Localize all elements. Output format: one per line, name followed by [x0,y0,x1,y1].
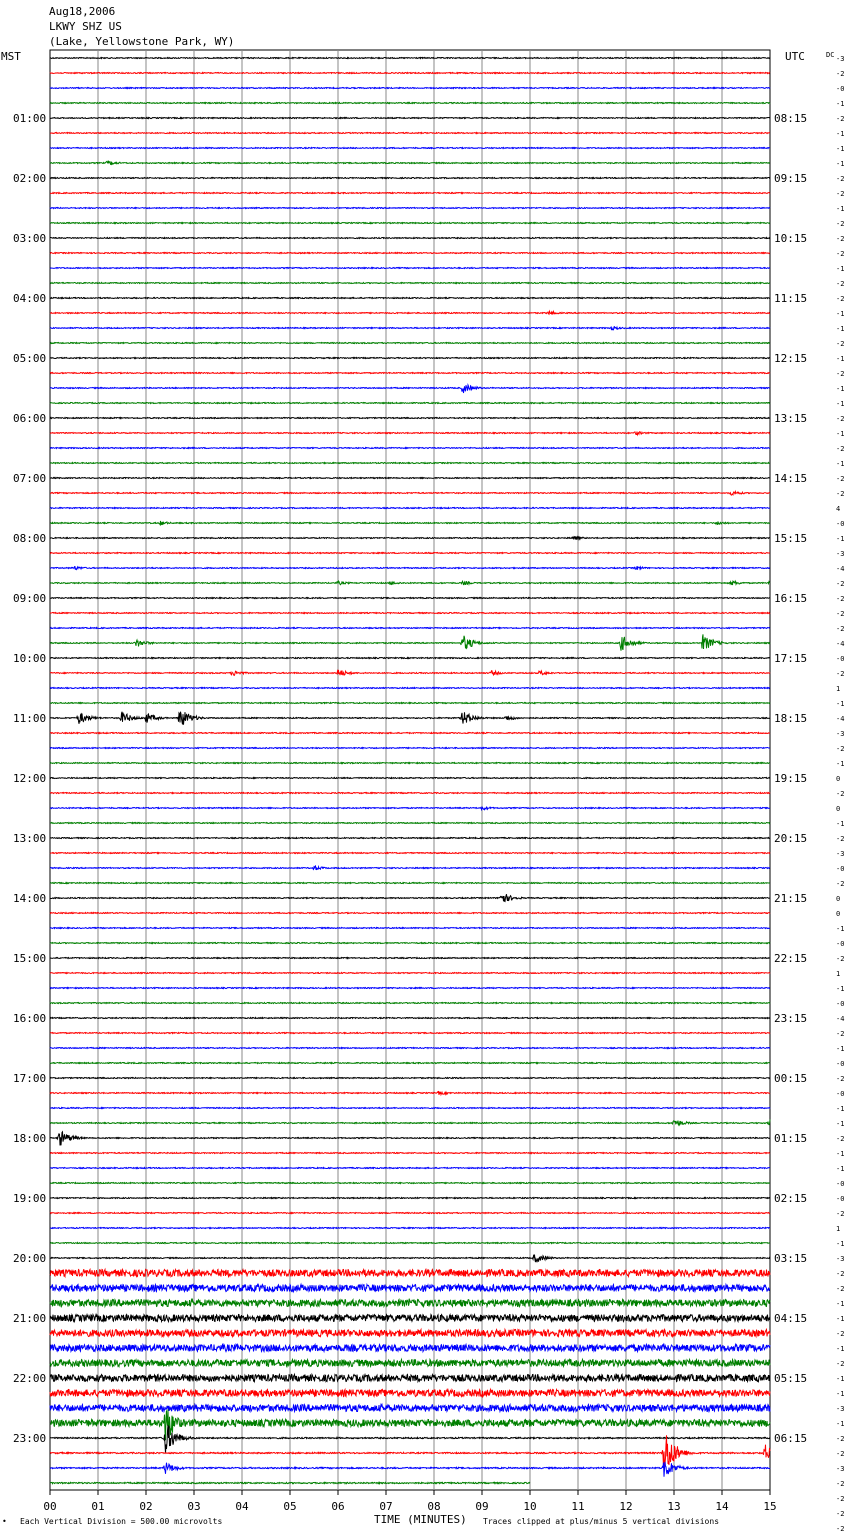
dc-offset-label: -3 [836,550,845,558]
hour-label-left: 23:00 [13,1432,47,1445]
trace-line [50,73,770,74]
dc-offset-label: -1 [836,385,845,393]
dc-offset-label: -1 [836,130,845,138]
hour-label-left: 05:00 [13,352,47,365]
trace-line [50,1390,770,1397]
trace-line [50,161,770,165]
trace-line [50,703,770,704]
trace-line [50,807,770,810]
x-tick-label: 03 [187,1500,201,1513]
dc-offset-label: -2 [836,610,845,618]
hour-label-right: 04:15 [774,1312,808,1325]
trace-line [50,712,770,725]
trace-line [50,1409,770,1440]
trace-line [50,958,770,959]
dc-offset-label: -1 [836,1045,845,1053]
dc-offset-label: -4 [836,565,845,573]
dc-offset-label: -2 [836,1495,845,1503]
dc-offset-label: -4 [836,715,845,723]
vertical-division-note: Each Vertical Division = 500.00 microvolts [20,1517,223,1526]
dc-offset-label: -2 [836,1480,845,1488]
trace-line [50,283,770,284]
hour-label-right: 12:15 [774,352,808,365]
trace-line [50,103,770,104]
trace-line [50,581,770,585]
dc-offset-label: -1 [836,460,845,468]
dc-offset-label: -1 [836,160,845,168]
seismic-traces [50,58,770,1484]
dc-offset-label: -1 [836,1105,845,1113]
x-tick-label: 07 [379,1500,393,1513]
dc-offset-label: -1 [836,100,845,108]
trace-line [50,883,770,884]
dc-offset-label: -2 [836,880,845,888]
hour-label-right: 23:15 [774,1012,808,1025]
trace-line [50,1462,770,1477]
x-tick-label: 12 [619,1500,633,1513]
trace-line [50,238,770,239]
dc-offset-label: -2 [836,1270,845,1278]
dc-offset-label: -3 [836,730,845,738]
hour-label-left: 13:00 [13,832,47,845]
trace-line [50,1425,770,1453]
x-tick-label: 15 [763,1500,777,1513]
dc-offset-label: 0 [836,910,841,918]
dc-offset-label: -0 [836,1000,845,1008]
dc-label: DC [826,51,835,59]
dc-offset-label: 1 [836,685,841,693]
trace-line [50,1435,770,1467]
trace-line [50,1285,770,1292]
trace-line [50,1183,770,1184]
dc-offset-label: -1 [836,820,845,828]
trace-line [50,1120,770,1125]
dc-offset-label: -0 [836,85,845,93]
x-tick-label: 02 [139,1500,153,1513]
dc-offset-labels [836,55,844,1534]
hour-label-right: 21:15 [774,892,808,905]
trace-line [50,1153,770,1154]
trace-line [50,327,770,331]
trace-line [50,536,770,539]
hour-label-right: 05:15 [774,1372,808,1385]
dc-offset-label: -0 [836,940,845,948]
trace-line [50,613,770,614]
trace-line [50,1198,770,1199]
trace-line [50,1108,770,1109]
trace-line [50,492,770,495]
x-tick-label: 00 [43,1500,57,1513]
trace-line [50,1375,770,1382]
dc-offset-label: -1 [836,400,845,408]
trace-line [50,553,770,554]
dc-offset-label: -2 [836,835,845,843]
trace-line [50,1213,770,1214]
dc-offset-label: -2 [836,220,845,228]
x-tick-label: 10 [523,1500,537,1513]
dc-offset-label: -2 [836,70,845,78]
dc-offset-label: 1 [836,970,841,978]
dc-offset-label: -4 [836,640,845,648]
hour-label-left: 18:00 [13,1132,47,1145]
trace-line [50,670,770,675]
dc-offset-label: -0 [836,655,845,663]
trace-line [50,688,770,689]
trace-line [50,894,770,901]
dc-offset-label: -2 [836,580,845,588]
dc-offset-label: 0 [836,775,841,783]
trace-line [50,478,770,479]
x-axis-label: TIME (MINUTES) [374,1513,467,1526]
trace-line [50,1078,770,1079]
hour-label-left: 10:00 [13,652,47,665]
dc-offset-label: -0 [836,1060,845,1068]
dc-offset-label: -4 [836,1015,845,1023]
dc-offset-label: -1 [836,1375,845,1383]
left-timezone: MST [1,50,21,63]
trace-line [50,1270,770,1277]
footer-mark: • [2,1517,7,1526]
trace-line [50,748,770,749]
trace-line [50,268,770,269]
x-tick-label: 01 [91,1500,105,1513]
trace-line [50,311,770,314]
right-timezone: UTC [785,50,805,63]
trace-line [50,448,770,449]
trace-line [50,1228,770,1229]
trace-line [50,1003,770,1004]
hour-label-right: 16:15 [774,592,808,605]
dc-offset-label: -2 [836,1360,845,1368]
chart-date: Aug18,2006 [49,5,116,18]
trace-line [50,943,770,944]
hour-label-right: 10:15 [774,232,808,245]
dc-offset-label: -1 [836,355,845,363]
dc-offset-label: -0 [836,520,845,528]
clip-note: Traces clipped at plus/minus 5 vertical divisions [483,1517,720,1526]
trace-line [50,403,770,404]
hour-label-right: 06:15 [774,1432,808,1445]
dc-offset-label: -0 [836,865,845,873]
dc-offset-label: -1 [836,1165,845,1173]
trace-line [50,793,770,794]
dc-offset-label: -1 [836,145,845,153]
dc-offset-label: -1 [836,1315,845,1323]
trace-line [50,148,770,149]
hour-label-right: 19:15 [774,772,808,785]
dc-offset-label: 1 [836,1225,841,1233]
dc-offset-label: -2 [836,445,845,453]
hour-label-right: 20:15 [774,832,808,845]
hour-label-right: 02:15 [774,1192,808,1205]
dc-offset-label: -3 [836,1405,845,1413]
dc-offset-label: -1 [836,1150,845,1158]
dc-offset-label: 4 [836,505,841,513]
trace-line [50,866,770,870]
trace-line [50,58,770,59]
trace-line [50,373,770,374]
dc-offset-label: -3 [836,55,845,63]
hour-label-left: 04:00 [13,292,47,305]
dc-offset-label: -1 [836,925,845,933]
dc-offset-label: -3 [836,1465,845,1473]
dc-offset-label: -2 [836,1510,845,1518]
hour-label-left: 06:00 [13,412,47,425]
trace-line [50,193,770,194]
dc-offset-label: 0 [836,895,841,903]
dc-offset-label: -1 [836,325,845,333]
trace-line [50,1132,770,1146]
trace-line [50,658,770,659]
trace-line [50,913,770,914]
dc-offset-label: -2 [836,745,845,753]
trace-line [50,1033,770,1034]
trace-line [50,385,770,393]
dc-offset-label: -2 [836,280,845,288]
x-tick-label: 09 [475,1500,489,1513]
dc-offset-label: -1 [836,310,845,318]
trace-line [50,463,770,464]
hour-label-left: 02:00 [13,172,47,185]
dc-offset-label: -2 [836,190,845,198]
dc-offset-label: -1 [836,1420,845,1428]
dc-offset-label: -2 [836,475,845,483]
dc-offset-label: -2 [836,1285,845,1293]
trace-line [50,1243,770,1244]
trace-line [50,1360,770,1367]
trace-line [50,838,770,839]
dc-offset-label: -1 [836,535,845,543]
x-tick-label: 08 [427,1500,441,1513]
hour-label-right: 17:15 [774,652,808,665]
dc-offset-label: -1 [836,1345,845,1353]
dc-offset-label: -2 [836,295,845,303]
trace-line [50,1345,770,1352]
dc-offset-label: -2 [836,1435,845,1443]
hour-label-left: 14:00 [13,892,47,905]
dc-offset-label: -1 [836,760,845,768]
hour-label-left: 09:00 [13,592,47,605]
trace-line [50,133,770,134]
trace-line [50,1315,770,1322]
trace-line [50,988,770,989]
hour-label-right: 09:15 [774,172,808,185]
dc-offset-label: -0 [836,1195,845,1203]
dc-offset-label: -1 [836,1120,845,1128]
hour-label-right: 01:15 [774,1132,808,1145]
x-tick-label: 14 [715,1500,729,1513]
trace-line [50,178,770,179]
trace-line [50,1255,770,1263]
dc-offset-label: -2 [836,1075,845,1083]
dc-offset-label: -1 [836,1300,845,1308]
hour-label-right: 15:15 [774,532,808,545]
trace-line [50,358,770,359]
dc-offset-label: -0 [836,1180,845,1188]
hour-label-left: 16:00 [13,1012,47,1025]
trace-line [50,928,770,929]
dc-offset-label: -2 [836,1330,845,1338]
trace-line [50,566,770,570]
trace-line [50,418,770,419]
dc-offset-label: -2 [836,370,845,378]
hour-label-right: 22:15 [774,952,808,965]
trace-line [50,1063,770,1064]
hour-label-right: 13:15 [774,412,808,425]
x-tick-label: 11 [571,1500,585,1513]
dc-offset-label: -2 [836,115,845,123]
dc-offset-label: -1 [836,985,845,993]
chart-station: LKWY SHZ US [49,20,122,33]
dc-offset-label: -2 [836,955,845,963]
dc-offset-label: -2 [836,625,845,633]
dc-offset-label: -1 [836,265,845,273]
trace-line [50,634,770,650]
dc-offset-label: -2 [836,250,845,258]
dc-offset-label: -2 [836,490,845,498]
hour-label-left: 07:00 [13,472,47,485]
trace-line [50,1048,770,1049]
trace-line [50,223,770,224]
trace-line [50,733,770,734]
x-tick-label: 05 [283,1500,297,1513]
trace-line [50,763,770,764]
dc-offset-label: -2 [836,1210,845,1218]
hour-label-right: 08:15 [774,112,808,125]
dc-offset-label: -1 [836,700,845,708]
trace-line [50,853,770,854]
dc-offset-label: -2 [836,670,845,678]
trace-line [50,208,770,209]
dc-offset-label: -0 [836,1090,845,1098]
dc-offset-label: 0 [836,805,841,813]
dc-offset-label: -1 [836,430,845,438]
trace-line [50,298,770,299]
hour-label-left: 20:00 [13,1252,47,1265]
trace-line [50,1168,770,1169]
chart-location: (Lake, Yellowstone Park, WY) [49,35,235,48]
hour-label-left: 21:00 [13,1312,47,1325]
x-tick-label: 04 [235,1500,249,1513]
trace-line [50,1091,770,1095]
hour-label-left: 19:00 [13,1192,47,1205]
hour-label-right: 11:15 [774,292,808,305]
dc-offset-label: -1 [836,1390,845,1398]
trace-line [50,1330,770,1337]
dc-offset-label: -2 [836,415,845,423]
trace-line [50,1405,770,1412]
dc-offset-label: -2 [836,1135,845,1143]
trace-line [50,253,770,254]
hour-label-left: 11:00 [13,712,47,725]
dc-offset-label: -2 [836,175,845,183]
hour-label-right: 00:15 [774,1072,808,1085]
trace-line [50,508,770,509]
dc-offset-label: -1 [836,205,845,213]
dc-offset-label: -2 [836,235,845,243]
dc-offset-label: -2 [836,1450,845,1458]
trace-line [50,521,770,525]
trace-line [50,778,770,779]
hour-label-left: 17:00 [13,1072,47,1085]
dc-offset-label: -3 [836,850,845,858]
hour-label-right: 03:15 [774,1252,808,1265]
dc-offset-label: -3 [836,1255,845,1263]
trace-line [50,88,770,89]
dc-offset-label: -2 [836,1030,845,1038]
hour-label-left: 12:00 [13,772,47,785]
dc-offset-label: -2 [836,340,845,348]
trace-line [50,823,770,824]
trace-line [50,343,770,344]
dc-offset-label: -2 [836,595,845,603]
trace-line [50,628,770,629]
dc-offset-label: -2 [836,790,845,798]
x-axis-ticks [43,1490,776,1513]
hour-label-right: 14:15 [774,472,808,485]
hour-label-left: 08:00 [13,532,47,545]
hour-label-left: 01:00 [13,112,47,125]
trace-line [50,1018,770,1019]
x-tick-label: 13 [667,1500,681,1513]
dc-offset-label: -2 [836,1525,845,1533]
dc-offset-label: -1 [836,1240,845,1248]
trace-line [50,118,770,119]
trace-line [50,432,770,435]
hour-label-left: 15:00 [13,952,47,965]
hour-label-left: 03:00 [13,232,47,245]
trace-line [50,598,770,599]
x-tick-label: 06 [331,1500,345,1513]
hour-label-right: 18:15 [774,712,808,725]
trace-line [50,973,770,974]
trace-line [50,1300,770,1307]
hour-label-left: 22:00 [13,1372,47,1385]
